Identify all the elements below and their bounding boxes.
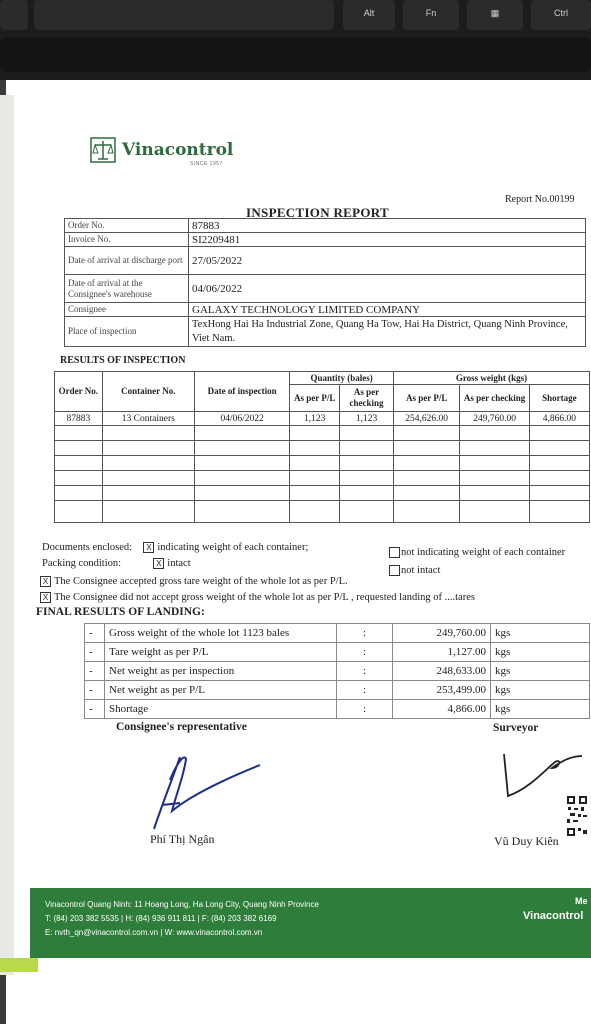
table-row — [55, 412, 590, 426]
surveyor-label: Surveyor — [493, 722, 539, 734]
consignee-not-accepted-text: The Consignee did not accept gross weight of the whole lot as per P/L , requested landing of ....tares — [54, 592, 475, 603]
info-label: Order No. — [65, 219, 189, 233]
info-value: TexHong Hai Ha Industrial Zone, Quang Ha Tow, Hai Ha District, Quang Ninh Province, Viet Nam. — [189, 317, 586, 347]
vinacontrol-logo-icon — [90, 137, 116, 163]
cell-shortage: 4,866.00 — [529, 412, 589, 426]
info-value: 27/05/2022 — [189, 247, 586, 275]
table-row-empty — [55, 471, 590, 486]
final-label: Net weight as per inspection — [105, 662, 337, 681]
documents-enclosed-row — [42, 542, 308, 553]
packing-option-unchecked: not intact — [401, 565, 441, 576]
table-row-empty — [55, 486, 590, 501]
packing-option-checked: intact — [167, 558, 191, 569]
info-value: SI2209481 — [189, 233, 586, 247]
paper-edge — [0, 95, 14, 975]
final-value: 248,633.00 — [393, 662, 491, 681]
table-row-empty — [55, 501, 590, 523]
documents-checkbox-unchecked[interactable] — [389, 547, 400, 558]
info-value: 87883 — [189, 219, 586, 233]
logo-since: SINCE 1957 — [190, 161, 223, 167]
results-table — [54, 371, 590, 523]
col-gw-checking: As per checking — [460, 385, 529, 412]
final-unit: kgs — [491, 624, 590, 643]
info-row-invoice — [65, 233, 586, 247]
key-fn: Fn — [403, 0, 459, 30]
accepted-checkbox[interactable]: X — [40, 576, 51, 587]
cell-container-no: 13 Containers — [102, 412, 194, 426]
col-qty-checking: As per checking — [340, 385, 394, 412]
final-dash: - — [85, 624, 105, 643]
info-label: Consignee — [65, 303, 189, 317]
packing-unchecked-row — [389, 565, 440, 576]
final-colon: : — [337, 643, 393, 662]
consignee-signature — [140, 745, 270, 835]
info-label: Invoice No. — [65, 233, 189, 247]
final-value: 4,866.00 — [393, 700, 491, 719]
col-gross-weight: Gross weight (kgs) — [394, 372, 590, 385]
info-row-consignee — [65, 303, 586, 317]
col-shortage: Shortage — [529, 385, 589, 412]
info-row-arrival-port — [65, 247, 586, 275]
final-results-table — [84, 623, 590, 719]
consignee-rep-label: Consignee's representative — [116, 721, 247, 733]
info-value: GALAXY TECHNOLOGY LIMITED COMPANY — [189, 303, 586, 317]
page-title: INSPECTION REPORT — [246, 205, 389, 220]
final-label: Tare weight as per P/L — [105, 643, 337, 662]
cell-qty-checking: 1,123 — [340, 412, 394, 426]
final-unit: kgs — [491, 662, 590, 681]
table-row-empty — [55, 441, 590, 456]
table-row-empty — [55, 426, 590, 441]
info-row-place — [65, 317, 586, 347]
final-dash: - — [85, 643, 105, 662]
documents-unchecked-row — [389, 547, 565, 558]
documents-option-unchecked: not indicating weight of each container — [401, 547, 566, 558]
final-unit: kgs — [491, 700, 590, 719]
consignee-name: Phí Thị Ngân — [150, 832, 215, 846]
keyboard-edge — [0, 38, 591, 72]
consignee-not-accepted-row — [40, 592, 475, 603]
cell-gw-per-pl: 254,626.00 — [394, 412, 460, 426]
cell-order-no: 87883 — [55, 412, 103, 426]
final-unit: kgs — [491, 681, 590, 700]
keyboard-key — [34, 0, 334, 30]
keyboard-background — [0, 0, 591, 80]
info-value: 04/06/2022 — [189, 275, 586, 303]
final-dash: - — [85, 662, 105, 681]
footer-bar — [30, 888, 591, 958]
footer-brand-top: Me — [575, 896, 588, 906]
final-colon: : — [337, 700, 393, 719]
info-table — [64, 218, 586, 347]
col-container-no: Container No. — [102, 372, 194, 412]
col-quantity: Quantity (bales) — [290, 372, 394, 385]
footer-address: Vinacontrol Quang Ninh: 11 Hoang Long, Ha Long City, Quang Ninh Province — [45, 900, 319, 909]
final-value: 1,127.00 — [393, 643, 491, 662]
consignee-accepted-text: The Consignee accepted gross tare weight of the whole lot as per P/L. — [54, 576, 348, 587]
footer-brand: Vinacontrol — [523, 910, 584, 922]
final-dash: - — [85, 700, 105, 719]
final-colon: : — [337, 681, 393, 700]
key-alt: Alt — [343, 0, 395, 30]
keyboard-key — [0, 0, 28, 30]
col-gw-per-pl: As per P/L — [394, 385, 460, 412]
info-label: Date of arrival at discharge port — [65, 247, 189, 275]
results-header-row — [55, 372, 590, 385]
final-row — [85, 624, 590, 643]
info-label: Place of inspection — [65, 317, 189, 347]
col-date-inspection: Date of inspection — [194, 372, 289, 412]
surveyor-name: Vũ Duy Kiên — [494, 834, 559, 848]
documents-checkbox-checked[interactable]: X — [143, 542, 154, 553]
key-ctrl: Ctrl — [531, 0, 591, 30]
final-heading: FINAL RESULTS OF LANDING: — [36, 606, 205, 618]
final-value: 249,760.00 — [393, 624, 491, 643]
final-row — [85, 700, 590, 719]
final-row — [85, 681, 590, 700]
final-unit: kgs — [491, 643, 590, 662]
final-colon: : — [337, 624, 393, 643]
final-row — [85, 662, 590, 681]
consignee-accepted-row — [40, 576, 348, 587]
col-order-no: Order No. — [55, 372, 103, 412]
packing-label: Packing condition: — [42, 558, 122, 569]
info-label: Date of arrival at the Consignee's warehouse — [65, 275, 189, 303]
report-number: Report No.00199 — [505, 194, 575, 205]
final-label: Gross weight of the whole lot 1123 bales — [105, 624, 337, 643]
packing-checkbox-checked[interactable]: X — [153, 558, 164, 569]
footer-contacts: E: nvth_qn@vinacontrol.com.vn | W: www.vinacontrol.com.vn — [45, 928, 263, 937]
info-row-arrival-warehouse — [65, 275, 586, 303]
footer-phones: T: (84) 203 382 5535 | H: (84) 936 911 811 | F: (84) 203 382 6169 — [45, 914, 277, 923]
final-row — [85, 643, 590, 662]
documents-label: Documents enclosed: — [42, 542, 133, 553]
final-value: 253,499.00 — [393, 681, 491, 700]
logo-brand: Vinacontrol — [122, 140, 234, 160]
cell-qty-per-pl: 1,123 — [290, 412, 340, 426]
final-dash: - — [85, 681, 105, 700]
green-paper-tab — [0, 958, 38, 972]
final-label: Net weight as per P/L — [105, 681, 337, 700]
table-row-empty — [55, 456, 590, 471]
packing-checkbox-unchecked[interactable] — [389, 565, 400, 576]
final-label: Shortage — [105, 700, 337, 719]
final-colon: : — [337, 662, 393, 681]
documents-option-checked: indicating weight of each container; — [157, 542, 309, 553]
key-windows: ▦ — [467, 0, 523, 30]
not-accepted-checkbox[interactable]: X — [40, 592, 51, 603]
qr-code-icon — [566, 795, 588, 837]
cell-gw-checking: 249,760.00 — [460, 412, 529, 426]
info-row-order — [65, 219, 586, 233]
col-qty-per-pl: As per P/L — [290, 385, 340, 412]
cell-date: 04/06/2022 — [194, 412, 289, 426]
results-heading: RESULTS OF INSPECTION — [60, 355, 186, 366]
packing-condition-row — [42, 558, 191, 569]
